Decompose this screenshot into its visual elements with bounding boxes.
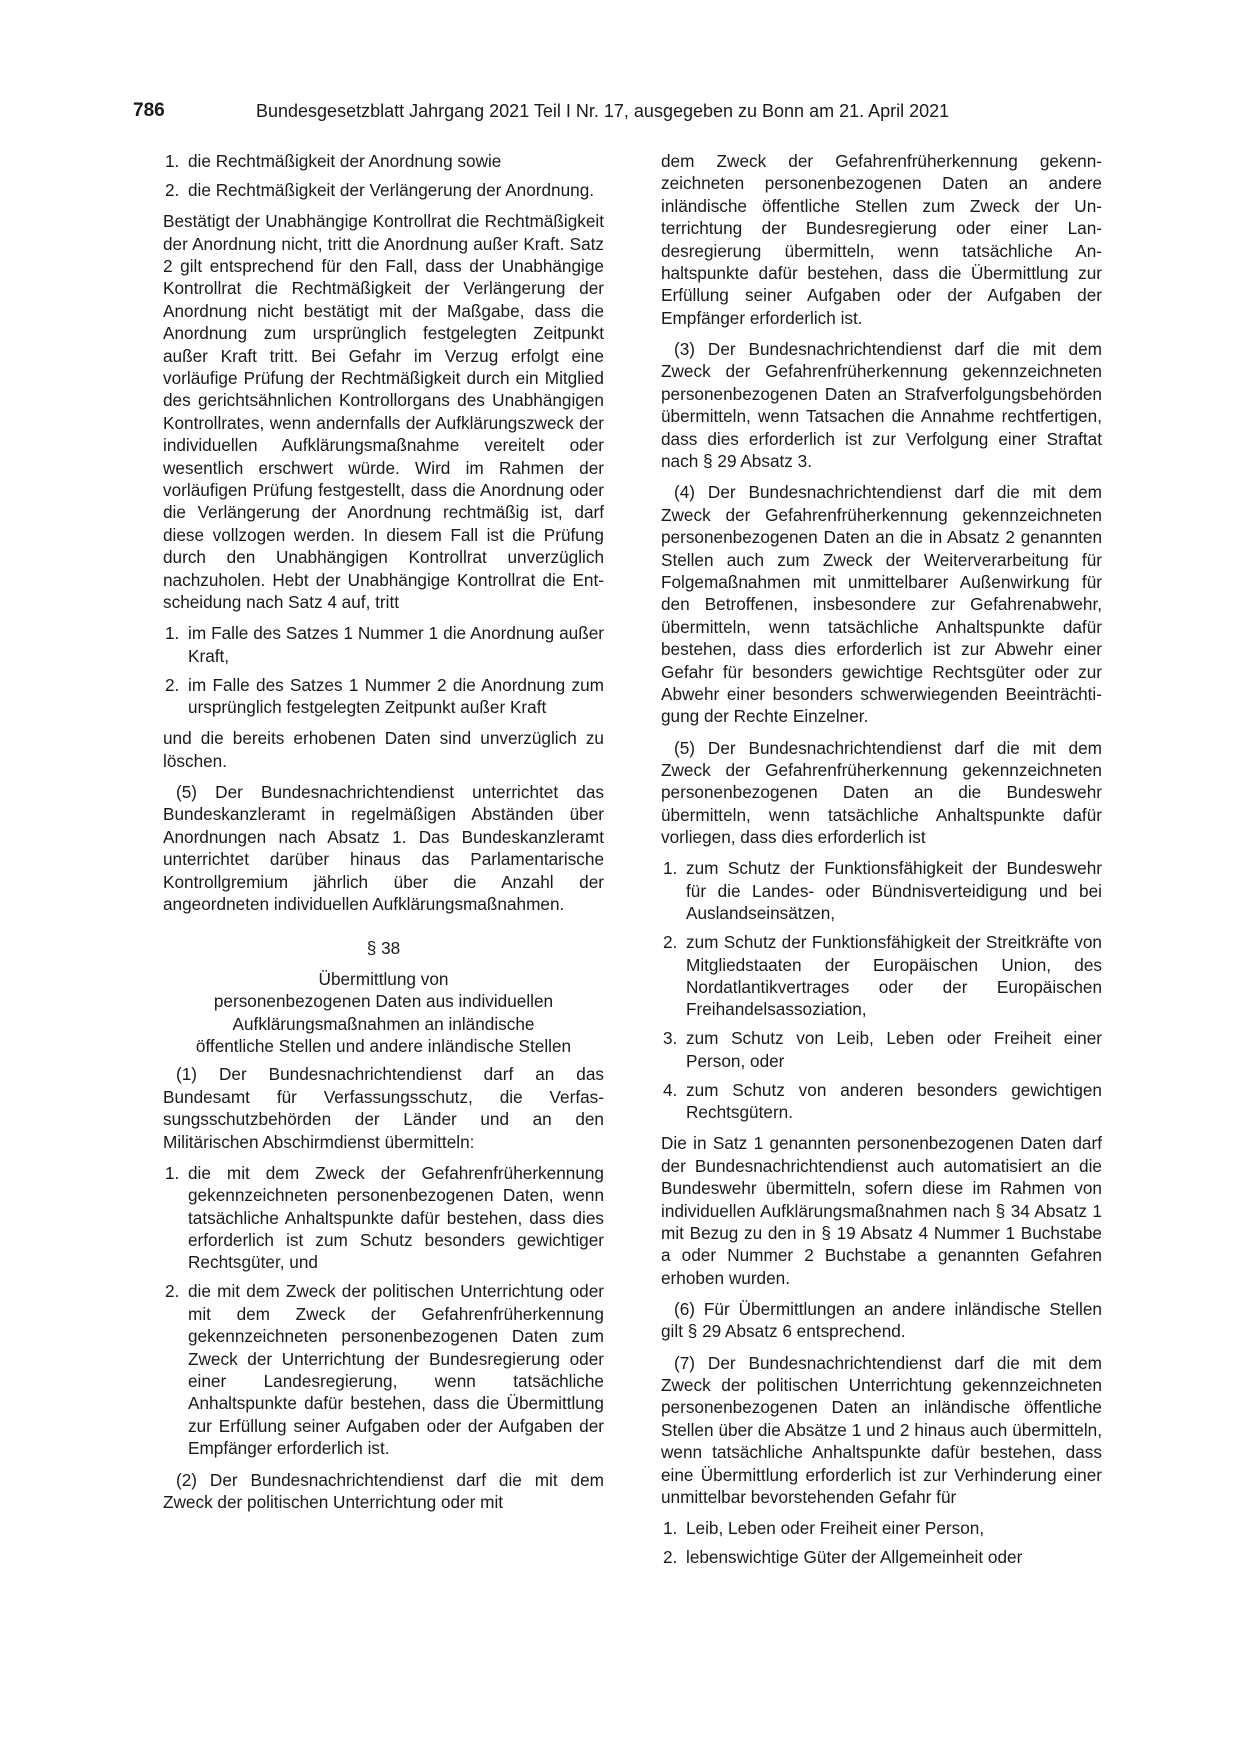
paragraph: dem Zweck der Gefahrenfrüherkennung gekennzeichneten personenbezogenen Daten an andere inländische öffentliche Stellen zum Zweck der Unterrichtung der Bundesregierung oder einer Landesregierung übermitteln, wenn tatsächliche Anhaltspunkte dafür bestehen, dass die Übermittlung zur Erfüllung seiner Aufgaben oder der Aufgaben der Empfänger erforderlich ist. bbox=[661, 151, 1102, 328]
paragraph-absatz-1: (1) Der Bundesnachrichtendienst darf an das Bundesamt für Verfassungsschutz, die Verfassungsschutzbehörden der Länder und an den Militärischen Abschirmdienst übermitteln: bbox=[163, 1064, 604, 1152]
page-header bbox=[0, 98, 1241, 128]
list-item: 3. zum Schutz von Leib, Leben oder Freiheit einer Person, oder bbox=[663, 1028, 1102, 1071]
list-bundeswehr bbox=[661, 857, 1102, 1123]
paragraph-absatz-7: (7) Der Bundesnachrichtendienst darf die mit dem Zweck der politischen Unterrichtung gekennzeichneten personenbezogenen Daten an inländische öffentliche Stellen über die Absätze 1 und 2 hinaus auch übermitteln, wenn tatsächliche Anhaltspunkte dafür bestehen, dass eine Übermittlung erforderlich ist zur Verhinderung einer unmittelbar bevorstehenden Gefahr für bbox=[661, 1352, 1102, 1508]
list-item: 2. im Falle des Satzes 1 Nummer 2 die Anordnung zum ursprünglich festgelegten Zeitpunkt außer Kraft bbox=[165, 674, 604, 718]
paragraph-absatz-5: (5) Der Bundesnachrichtendienst darf die mit dem Zweck der Gefahrenfrüherkennung gekennzeichneten personenbezogenen Daten an die Bundeswehr übermitteln, wenn tatsächliche Anhaltspunkte dafür vorliegen, dass dies erforderlich ist bbox=[661, 737, 1102, 848]
list-item: 4. zum Schutz von anderen besonders gewichtigen Rechtsgütern. bbox=[663, 1079, 1102, 1123]
right-column bbox=[661, 150, 1102, 1578]
list-gefahr bbox=[661, 1517, 1102, 1568]
list-ausser-kraft bbox=[163, 622, 604, 718]
section-title-line: Übermittlung von bbox=[318, 968, 449, 989]
paragraph-absatz-5: (5) Der Bundesnachrichtendienst unterrichtet das Bundeskanzleramt in regelmäßigen Abständen über Anordnungen nach Absatz 1. Das Bundeskanzleramt unterrichtet darüber hinaus das Parlamentarische Kontrollgremium jährlich über die Anzahl der angeordneten individuellen Aufklärungsmaßnahmen. bbox=[163, 781, 604, 914]
page-number: 786 bbox=[133, 100, 165, 121]
section-title-line: Aufklärungsmaßnahmen an inländische bbox=[232, 1013, 535, 1034]
list-item: 1. zum Schutz der Funktionsfähigkeit der Bundeswehr für die Landes- oder Bündnisverteidigung und bei Auslandseinsätzen, bbox=[663, 858, 1102, 924]
paragraph: Die in Satz 1 genannten personenbezogenen Daten darf der Bundesnachrichtendienst auch automatisiert an die Bundeswehr übermitteln, sofern diese im Rahmen von individuellen Aufklärungsmaßnahmen nach § 34 Absatz 1 mit Bezug zu den in § 19 Absatz 4 Nummer 1 Buchstabe a oder Nummer 2 Buchstabe a genannten Gefahren erhoben wurden. bbox=[661, 1133, 1102, 1288]
list-item: 2. zum Schutz der Funktionsfähigkeit der Streitkräfte von Mitgliedstaaten der Europäischen Union, des Nordatlantikvertrages oder der Europäischen Freihandelsassoziation, bbox=[663, 932, 1102, 1020]
section-title bbox=[163, 968, 604, 1058]
paragraph-absatz-2: (2) Der Bundesnachrichtendienst darf die mit dem Zweck der politischen Unterrichtung oder mit bbox=[163, 1469, 604, 1512]
section-title-line: öffentliche Stellen und andere inländische Stellen bbox=[195, 1036, 572, 1056]
paragraph-absatz-6: (6) Für Übermittlungen an andere inländische Stellen gilt § 29 Absatz 6 entsprechend. bbox=[661, 1299, 1102, 1342]
list-item: 2. die mit dem Zweck der politischen Unterrichtung oder mit dem Zweck der Gefahrenfrüherkennung gekennzeichneten personenbezogenen Daten zum Zweck der Unterrichtung der Bundesregierung oder einer Landesregierung, wenn tatsächliche Anhaltspunkte dafür bestehen, dass die Übermittlung zur Erfüllung seiner Aufgaben oder der Aufgaben der Empfänger erforderlich ist. bbox=[165, 1281, 604, 1459]
section-title-line: personenbezogenen Daten aus individuellen bbox=[213, 991, 554, 1012]
left-column bbox=[163, 150, 604, 1522]
list-item: 1. Leib, Leben oder Freiheit einer Person, bbox=[663, 1518, 985, 1539]
list-item: 2. lebenswichtige Güter der Allgemeinheit oder bbox=[663, 1547, 1023, 1568]
gazette-title: Bundesgesetzblatt Jahrgang 2021 Teil I Nr. 17, ausgegeben zu Bonn am 21. April 2021 bbox=[256, 101, 950, 121]
paragraph-absatz-3: (3) Der Bundesnachrichtendienst darf die mit dem Zweck der Gefahrenfrüherkennung gekennzeichneten personenbezogenen Daten an Strafverfolgungsbehörden übermitteln, wenn Tatsachen die Annahme rechtfertigen, dass dies erforderlich ist zur Verfolgung einer Straftat nach § 29 Absatz 3. bbox=[661, 339, 1102, 472]
paragraph-absatz-4: (4) Der Bundesnachrichtendienst darf die mit dem Zweck der Gefahrenfrüherkennung gekennzeichneten personenbezogenen Daten an die in Absatz 2 genannten Stellen auch zum Zweck der Weiterverarbeitung für Folgemaßnahmen mit unmittelbarer Außenwirkung für den Betroffenen, insbesondere zur Gefahrenabwehr, übermitteln, wenn tatsächliche Anhaltspunkte dafür bestehen, dass dies erforderlich ist zur Abwehr einer Gefahr für besonders gewichtige Rechtsgüter oder zur Abwehr einer besonders schwerwiegenden Beeinträchtigung der Rechte Einzelner. bbox=[661, 482, 1102, 727]
paragraph: Bestätigt der Unabhängige Kontrollrat die Rechtmäßigkeit der Anordnung nicht, tritt die Anordnung außer Kraft. Satz 2 gilt entsprechend für den Fall, dass der Unabhängige Kontrollrat die Rechtmäßigkeit der Verlängerung der Anordnung nicht bestätigt mit der Maßgabe, dass die Anordnung zum ursprünglich festgelegten Zeitpunkt außer Kraft tritt. Bei Gefahr im Verzug erfolgt eine vorläufige Prüfung der Rechtmäßigkeit durch ein Mitglied des gerichtsähnlichen Kontrollorgans des Unabhängigen Kontrollrates, wenn andernfalls der Aufklärungszweck der individuellen Aufklärungsmaßnahme vereitelt oder wesentlich erschwert würde. Wird im Rahmen der vorläufigen Prüfung festgestellt, dass die Anordnung oder die Verlängerung der Anordnung rechtmäßig ist, darf diese vollzogen werden. In diesem Fall ist die Prüfung durch den Unabhängigen Kontrollrat unverzüglich nachzuholen. Hebt der Unabhängige Kontrollrat die Entscheidung nach Satz 4 auf, tritt bbox=[163, 211, 604, 613]
list-item: 1. die mit dem Zweck der Gefahrenfrüherkennung gekennzeichneten personenbezogenen Daten, wenn tatsächliche Anhaltspunkte dafür bestehen, dass dies erforderlich ist zum Schutz besonders gewichtiger Rechtsgüter, und bbox=[165, 1162, 604, 1273]
list-item: 1. im Falle des Satzes 1 Nummer 1 die Anordnung außer Kraft, bbox=[165, 623, 604, 666]
section-number: § 38 bbox=[366, 938, 401, 959]
list-item: 2. die Rechtmäßigkeit der Verlängerung der Anordnung. bbox=[165, 180, 595, 200]
list-anordnung-pruefung bbox=[163, 150, 604, 201]
list-uebermittlung bbox=[163, 1162, 604, 1460]
paragraph: und die bereits erhobenen Daten sind unverzüglich zu löschen. bbox=[163, 728, 604, 771]
list-item: 1. die Rechtmäßigkeit der Anordnung sowie bbox=[165, 151, 502, 171]
